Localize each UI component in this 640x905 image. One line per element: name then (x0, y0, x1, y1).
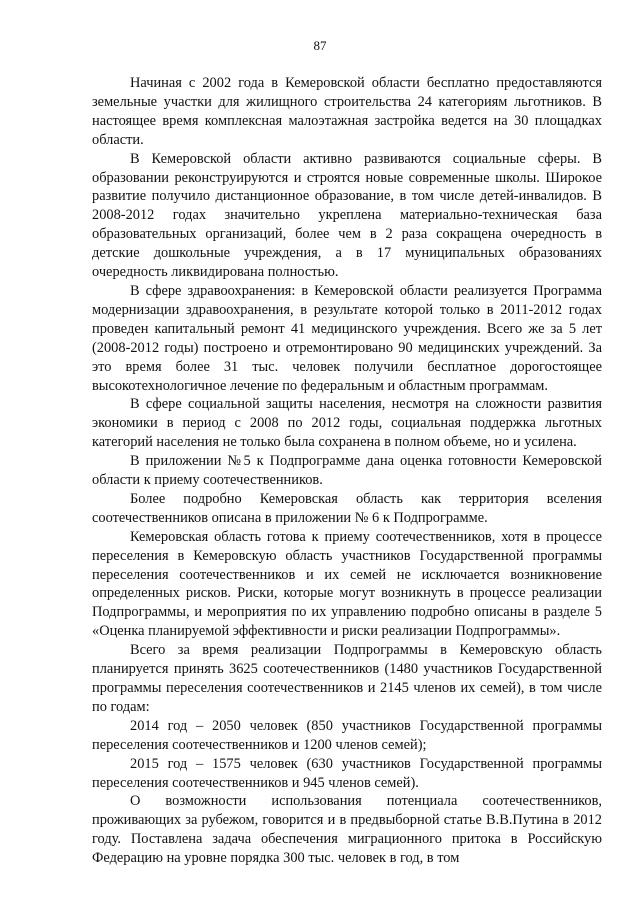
paragraph-land-plots: Начиная с 2002 года в Кемеровской области бесплатно предоставляются земельные участки для жилищного строительства 24 категориям льготников. В настоящее время комплексная малоэтажная застройка ведется на 30 площадках области. (92, 75, 602, 148)
paragraph-healthcare: В сфере здравоохранения: в Кемеровской области реализуется Программа модернизации здравоохранения, в результате которой только в 2011-2012 годах проведен капитальный ремонт 41 медицинского учреждения. Всего же за 5 лет (2008-2012 годы) построено и отремонтировано 90 медицинских учреждений. За это время более 31 тыс. человек получили бесплатное дорогостоящее высокотехнологичное лечение по федеральным и областным программам. (92, 282, 602, 394)
document-body (92, 74, 602, 868)
paragraph-risks: Кемеровская область готова к приему соотечественников, хотя в процессе переселения в Кемеровскую область участников Государственной программы переселения соотечественников и их семей не исключается возникновение определенных рисков. Риски, которые могут возникнуть в процессе реализации Подпрограммы, и мероприятия по их управлению подробно описаны в разделе 5 «Оценка планируемой эффективности и риски реализации Подпрограммы». (92, 528, 602, 640)
paragraph-compatriots-potential: О возможности использования потенциала соотечественников, проживающих за рубежом, говорится и в предвыборной статье В.В.Путина в 2012 году. Поставлена задача обеспечения миграционного притока в Российскую Федерацию на уровне порядка 300 тыс. человек в год, в том (92, 793, 602, 867)
paragraph-social-sphere: В Кемеровской области активно развиваются социальные сферы. В образовании реконструируются и строятся новые современные школы. Широкое развитие получило дистанционное образование, в том числе детей-инвалидов. В 2008-2012 годах значительно укреплена материально-техническая база образовательных организаций, более чем в 2 раза сокращена очередность в детские дошкольные учреждения, а в 17 муниципальных образованиях очередность ликвидирована полностью. (92, 150, 602, 281)
paragraph-year-2015: 2015 год – 1575 человек (630 участников Государственной программы переселения соотечественников и 945 членов семей). (92, 755, 602, 791)
paragraph-social-protection: В сфере социальной защиты населения, несмотря на сложности развития экономики в период с 2008 по 2012 годы, социальная поддержка льготных категорий населения не только была сохранена в полном объеме, но и усилена. (92, 396, 602, 451)
page-number: 87 (313, 38, 327, 53)
paragraph-appendix-5: В приложении №5 к Подпрограмме дана оценка готовности Кемеровской области к приему соотечественников. (92, 453, 602, 489)
paragraph-planned-intake: Всего за время реализации Подпрограммы в Кемеровскую область планируется принять 3625 соотечественников (1480 участников Государственной программы переселения соотечественников и 2145 членов их семей), в том числе по годам: (92, 642, 602, 715)
paragraph-year-2014: 2014 год – 2050 человек (850 участников Государственной программы переселения соотечественников и 1200 членов семей); (92, 717, 602, 753)
paragraph-appendix-6: Более подробно Кемеровская область как территория вселения соотечественников описана в приложении № 6 к Подпрограмме. (92, 490, 602, 526)
